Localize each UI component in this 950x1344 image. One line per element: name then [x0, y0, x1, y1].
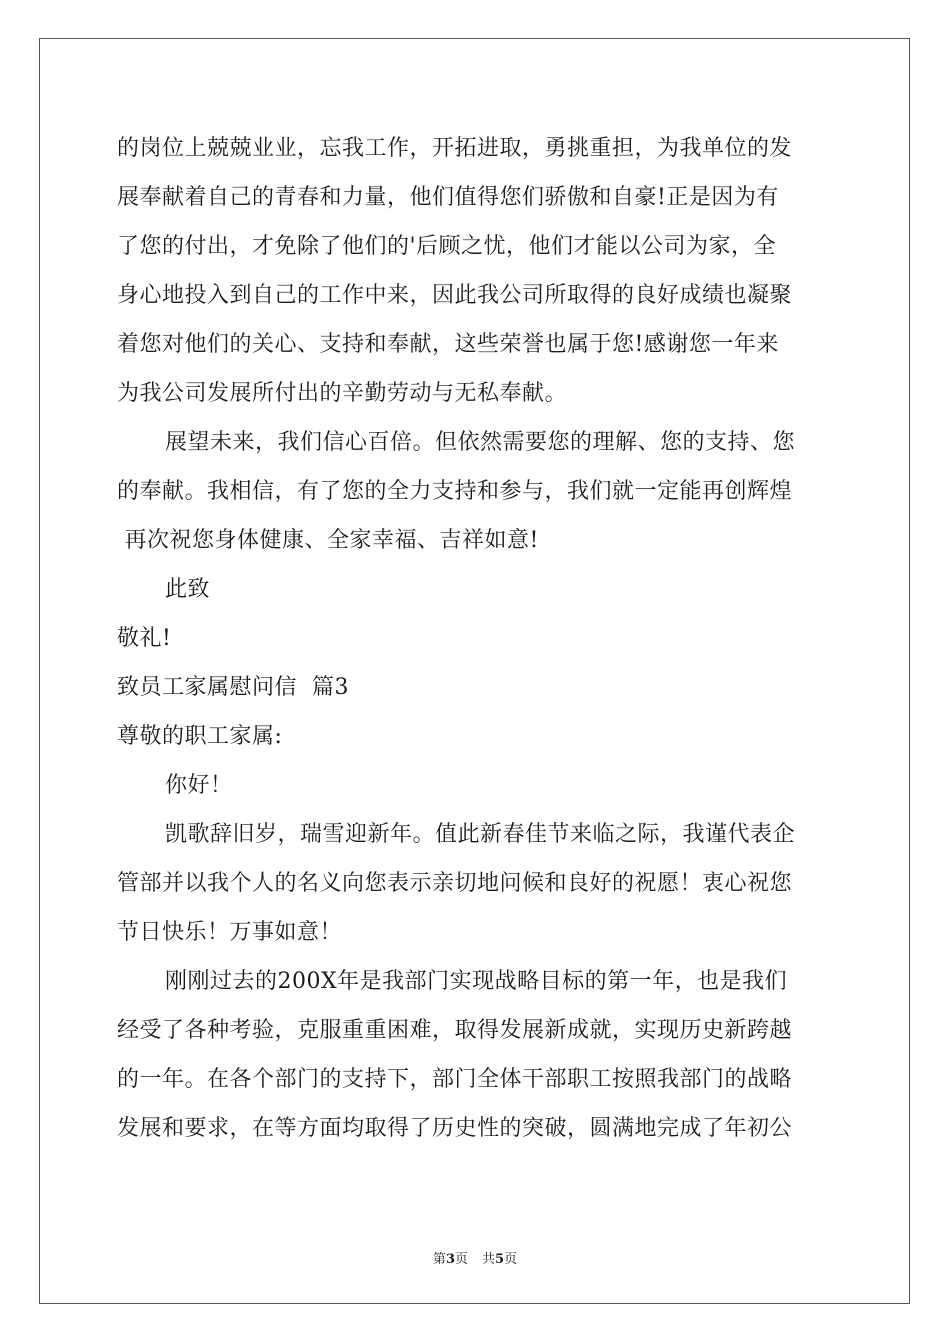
- greeting-line: 你好！: [165, 773, 233, 798]
- closing-line: 此致: [165, 577, 211, 602]
- body-line: 节日快乐！万事如意！: [117, 920, 343, 945]
- page-prefix: 第: [432, 1252, 446, 1267]
- body-line: 的一年。在各个部门的支持下，部门全体干部职工按照我部门的战略: [117, 1067, 793, 1092]
- body-line: 经受了各种考验，克服重重困难，取得发展新成就，实现历史新跨越: [117, 1018, 793, 1043]
- total-prefix: 共: [482, 1252, 496, 1267]
- total-suffix: 页: [504, 1252, 518, 1267]
- body-line: 的岗位上兢兢业业，忘我工作，开拓进取，勇挑重担，为我单位的发: [117, 136, 793, 161]
- paragraph-start-line: 凯歌辞旧岁，瑞雪迎新年。值此新春佳节来临之际，我谨代表企: [165, 822, 796, 847]
- page-suffix: 页: [454, 1252, 468, 1267]
- section-heading: 致员工家属慰问信 篇3: [117, 675, 349, 700]
- greeting-recipient: 尊敬的职工家属:: [117, 724, 283, 749]
- body-line: 着您对他们的关心、支持和奉献，这些荣誉也属于您!感谢您一年来: [117, 332, 779, 357]
- paragraph-start-line: 展望未来，我们信心百倍。但依然需要您的理解、您的支持、您: [165, 430, 796, 455]
- total-pages: 5: [495, 1252, 505, 1267]
- body-line: 再次祝您身体健康、全家幸福、吉祥如意!: [117, 528, 539, 553]
- body-line: 的奉献。我相信，有了您的全力支持和参与，我们就一定能再创辉煌: [117, 479, 793, 504]
- page-footer: [0, 1248, 950, 1267]
- body-line: 了您的付出，才免除了他们的'后顾之忧，他们才能以公司为家，全: [117, 234, 777, 259]
- paragraph-start-line: 刚刚过去的200X年是我部门实现战略目标的第一年，也是我们: [165, 969, 788, 994]
- salutation-line: 敬礼!: [117, 626, 172, 651]
- body-line: 管部并以我个人的名义向您表示亲切地问候和良好的祝愿！衷心祝您: [117, 871, 793, 896]
- document-body: [117, 124, 835, 1153]
- page-number: 3: [445, 1252, 455, 1267]
- body-line: 展奉献着自己的青春和力量，他们值得您们骄傲和自豪!正是因为有: [117, 185, 779, 210]
- body-line: 为我公司发展所付出的辛勤劳动与无私奉献。: [117, 381, 568, 406]
- body-line: 发展和要求，在等方面均取得了历史性的突破，圆满地完成了年初公: [117, 1116, 793, 1141]
- body-line: 身心地投入到自己的工作中来，因此我公司所取得的良好成绩也凝聚: [117, 283, 793, 308]
